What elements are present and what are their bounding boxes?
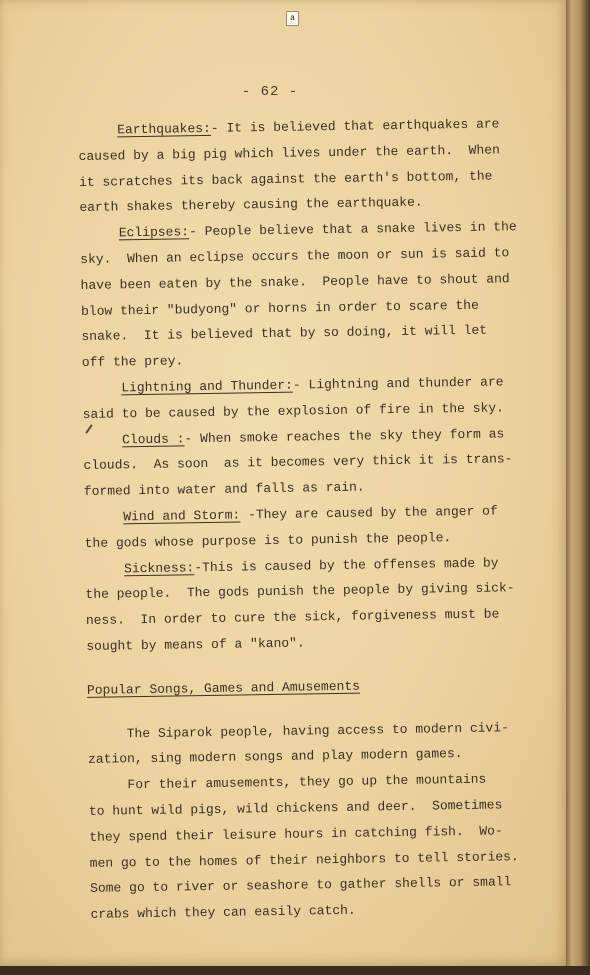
scan-border — [0, 966, 590, 975]
text-line: The Siparok people, having access to modern civi- — [87, 719, 510, 742]
text-line: crabs which they can easily catch. — [90, 902, 356, 923]
topic-heading: Lightning and Thunder: — [121, 377, 293, 396]
text-line: caused by a big pig which lives under the earth. When — [78, 142, 500, 164]
text-line: ness. In order to cure the sick, forgiveness must be — [85, 606, 500, 629]
topic-text: - Lightning and thunder are — [292, 374, 504, 393]
text-line: For their amusements, they go up the mountains — [88, 771, 487, 794]
text-line: off the prey. — [81, 353, 184, 371]
topic-text: - When smoke reaches the sky they form as — [184, 425, 505, 446]
text-line: sky. When an eclipse occurs the moon or sun is said to — [80, 245, 510, 267]
text-line: zation, sing modern songs and play modern games. — [87, 746, 463, 768]
section-heading: Popular Songs, Games and Amusements — [86, 678, 361, 698]
text-line: the gods whose purpose is to punish the people. — [84, 529, 452, 551]
text-line: sought by means of a "kano". — [86, 635, 305, 654]
topic-heading: Wind and Storm: — [123, 507, 241, 525]
text-line: men go to the homes of their neighbors to tell stories. — [89, 848, 519, 871]
page-tag: a — [286, 11, 299, 26]
topic-heading: Eclipses: — [118, 224, 190, 241]
topic-text: -They are caused by the anger of — [240, 503, 498, 523]
document-text — [78, 111, 521, 928]
text-line: have been eaten by the snake. People have to shout and — [80, 271, 510, 293]
page-number: - 62 - — [241, 84, 299, 100]
text-line: earth shakes thereby causing the earthquake. — [79, 194, 423, 216]
topic-text: - People believe that a snake lives in the — [188, 219, 517, 240]
text-line: snake. It is believed that by so doing, it will let — [81, 322, 488, 345]
text-line: they spend their leisure hours in catching fish. Wo- — [89, 823, 503, 845]
text-line: it scratches its back against the earth's bottom, the — [78, 168, 493, 190]
topic-heading: Clouds : — [121, 430, 185, 447]
topic-heading: Earthquakes: — [117, 120, 211, 138]
text-line: Some go to river or seashore to gather shells or small — [89, 874, 512, 897]
text-line: blow their "budyong" or horns in order to scare the — [80, 297, 479, 319]
text-line: the people. The gods punish the people by giving sick- — [85, 580, 515, 603]
text-line: formed into water and falls as rain. — [83, 479, 365, 500]
topic-heading: Sickness: — [123, 559, 195, 576]
text-line: clouds. As soon as it becomes very thick it is trans- — [83, 451, 513, 474]
text-line: to hunt wild pigs, wild chickens and deer. Sometimes — [88, 797, 503, 819]
text-line: said to be caused by the explosion of fire in the sky. — [82, 400, 505, 422]
page-edge — [566, 0, 590, 975]
topic-text: -This is caused by the offenses made by — [194, 554, 499, 575]
topic-text: - It is believed that earthquakes are — [210, 116, 500, 136]
